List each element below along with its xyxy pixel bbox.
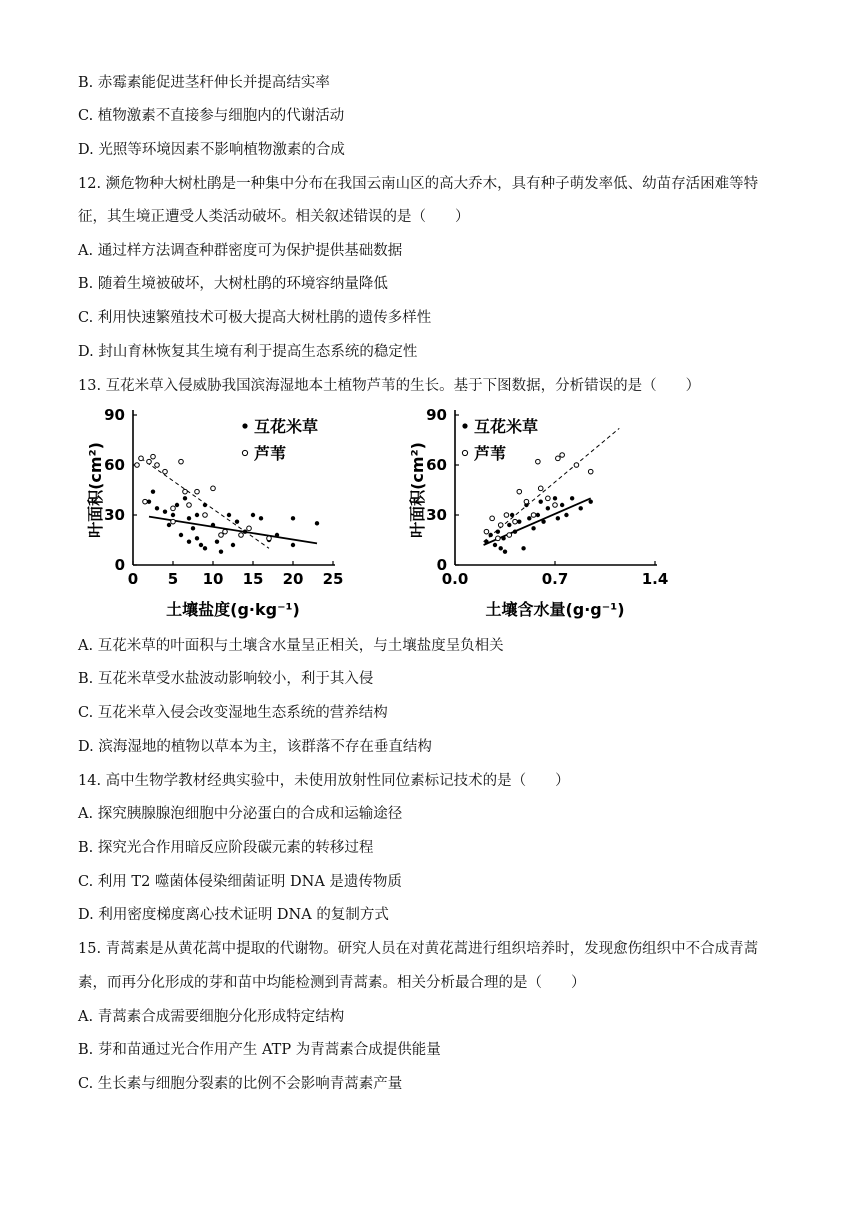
data-point-spartina (493, 543, 497, 547)
q14-stem: 14. 高中生物学教材经典实验中，未使用放射性同位素标记技术的是（ ） (78, 773, 570, 789)
q15-option-b: B. 芽和苗通过光合作用产生 ATP 为青蒿素合成提供能量 (78, 1042, 441, 1058)
legend-label: 互花米草 (474, 417, 539, 436)
data-point-reed (143, 499, 148, 504)
data-point-spartina (503, 549, 507, 553)
legend-marker-open (242, 450, 247, 455)
legend-marker-filled (242, 423, 247, 428)
y-axis-label: 叶面积(cm²) (408, 442, 427, 538)
data-point-reed (524, 499, 529, 504)
data-point-reed (183, 489, 188, 494)
legend-label: 互花米草 (254, 417, 319, 436)
data-point-spartina (501, 536, 505, 540)
data-point-spartina (589, 499, 593, 503)
q13-option-b: B. 互花米草受水盐波动影响较小，利于其入侵 (78, 671, 374, 687)
q12-option-d: D. 封山育林恢复其生境有利于提高生态系统的稳定性 (78, 344, 418, 360)
y-tick-label: 30 (104, 506, 125, 524)
y-tick-label: 60 (104, 456, 125, 474)
data-point-spartina (183, 496, 187, 500)
data-point-reed (574, 463, 579, 468)
data-point-reed (179, 459, 184, 464)
data-point-spartina (521, 546, 525, 550)
data-point-spartina (167, 523, 171, 527)
data-point-spartina (227, 513, 231, 517)
data-point-reed (163, 469, 168, 474)
data-point-reed (203, 513, 208, 518)
q14-option-b: B. 探究光合作用暗反应阶段碳元素的转移过程 (78, 840, 374, 856)
data-point-spartina (275, 533, 279, 537)
data-point-spartina (211, 523, 215, 527)
data-point-spartina (179, 533, 183, 537)
x-tick-label: 0.0 (441, 570, 469, 588)
q14-option-a: A. 探究胰腺腺泡细胞中分泌蛋白的合成和运输途径 (78, 806, 403, 822)
y-tick-label: 90 (104, 406, 125, 424)
x-tick-label: 10 (202, 570, 224, 588)
data-point-reed (538, 486, 543, 491)
data-point-reed (536, 459, 541, 464)
data-point-spartina (151, 489, 155, 493)
data-point-spartina (484, 539, 488, 543)
data-point-reed (239, 533, 244, 538)
data-point-spartina (235, 519, 239, 523)
x-tick-label: 0.7 (541, 570, 569, 588)
q12-option-a: A. 通过样方法调查种群密度可为保护提供基础数据 (78, 243, 403, 259)
data-point-reed (155, 463, 160, 468)
data-point-spartina (499, 546, 503, 550)
data-point-reed (556, 456, 561, 461)
legend-label: 芦苇 (254, 444, 287, 463)
x-tick-label: 20 (282, 570, 304, 588)
data-point-spartina (187, 539, 191, 543)
q13-option-c: C. 互花米草入侵会改变湿地生态系统的营养结构 (78, 705, 388, 721)
data-point-reed (588, 469, 593, 474)
x-tick-label: 0 (127, 570, 139, 588)
data-point-reed (223, 529, 228, 534)
data-point-spartina (541, 519, 545, 523)
data-point-spartina (546, 506, 550, 510)
q13-stem: 13. 互花米草入侵威胁我国滨海湿地本土植物芦苇的生长。基于下图数据，分析错误的是（ ） (78, 378, 701, 394)
data-point-reed (484, 529, 489, 534)
y-axis-label: 叶面积(cm²) (86, 442, 105, 538)
data-point-spartina (527, 516, 531, 520)
data-point-spartina (175, 503, 179, 507)
data-point-spartina (315, 521, 319, 525)
data-point-spartina (203, 503, 207, 507)
y-tick-label: 0 (114, 556, 125, 574)
data-point-spartina (195, 536, 199, 540)
q12-stem-line1: 12. 濒危物种大树杜鹃是一种集中分布在我国云南山区的高大乔木，具有种子萌发率低、幼苗存活困难等特 (78, 176, 759, 192)
data-point-reed (247, 526, 252, 531)
q13-option-d: D. 滨海湿地的植物以草本为主，该群落不存在垂直结构 (78, 739, 432, 755)
data-point-reed (496, 536, 501, 541)
data-point-reed (490, 516, 495, 521)
data-point-spartina (231, 543, 235, 547)
data-point-reed (498, 523, 503, 528)
data-point-spartina (560, 503, 564, 507)
data-point-spartina (553, 496, 557, 500)
data-point-reed (195, 489, 200, 494)
data-point-reed (151, 454, 156, 459)
data-point-spartina (556, 516, 560, 520)
data-point-reed (187, 503, 192, 508)
data-point-spartina (163, 509, 167, 513)
data-point-spartina (215, 539, 219, 543)
q15-option-c: C. 生长素与细胞分裂素的比例不会影响青蒿素产量 (78, 1076, 403, 1092)
data-point-spartina (510, 513, 514, 517)
data-point-spartina (570, 496, 574, 500)
x-tick-label: 25 (322, 570, 344, 588)
y-tick-label: 0 (436, 556, 447, 574)
data-point-reed (147, 459, 152, 464)
data-point-spartina (489, 533, 493, 537)
data-point-reed (513, 519, 518, 524)
data-point-spartina (496, 529, 500, 533)
data-point-spartina (195, 513, 199, 517)
chart-salinity-scatter (78, 400, 378, 630)
x-tick-label: 1.4 (641, 570, 669, 588)
data-point-reed (507, 533, 512, 538)
data-point-reed (504, 513, 509, 518)
q14-option-c: C. 利用 T2 噬菌体侵染细菌证明 DNA 是遗传物质 (78, 874, 402, 890)
y-tick-label: 60 (426, 456, 447, 474)
data-point-reed (517, 489, 522, 494)
data-point-spartina (564, 513, 568, 517)
data-point-spartina (191, 526, 195, 530)
data-point-reed (553, 503, 558, 508)
data-point-reed (139, 456, 144, 461)
q14-option-d: D. 利用密度梯度离心技术证明 DNA 的复制方式 (78, 907, 389, 923)
data-point-reed (135, 463, 140, 468)
data-point-spartina (579, 506, 583, 510)
data-point-reed (171, 506, 176, 511)
q12-stem-line2: 征，其生境正遭受人类活动破坏。相关叙述错误的是（ ） (78, 209, 470, 225)
data-point-spartina (291, 516, 295, 520)
data-point-spartina (219, 549, 223, 553)
q12-option-c: C. 利用快速繁殖技术可极大提高大树杜鹃的遗传多样性 (78, 310, 432, 326)
q15-stem-line2: 素，而再分化形成的芽和苗中均能检测到青蒿素。相关分析最合理的是（ ） (78, 975, 586, 991)
x-axis-label: 土壤含水量(g·g⁻¹) (485, 600, 625, 619)
data-point-spartina (203, 546, 207, 550)
data-point-spartina (507, 523, 511, 527)
data-point-spartina (259, 516, 263, 520)
y-tick-label: 30 (426, 506, 447, 524)
q15-option-a: A. 青蒿素合成需要细胞分化形成特定结构 (78, 1009, 345, 1025)
data-point-spartina (199, 543, 203, 547)
y-tick-label: 90 (426, 406, 447, 424)
data-point-spartina (155, 506, 159, 510)
q11-option-d: D. 光照等环境因素不影响植物激素的合成 (78, 142, 345, 158)
legend-marker-filled (462, 423, 467, 428)
data-point-spartina (531, 526, 535, 530)
q15-stem-line1: 15. 青蒿素是从黄花蒿中提取的代谢物。研究人员在对黄花蒿进行组织培养时，发现愈伤组织中不合成青蒿 (78, 941, 759, 957)
data-point-spartina (251, 513, 255, 517)
legend-label: 芦苇 (474, 444, 507, 463)
data-point-spartina (243, 529, 247, 533)
data-point-reed (211, 486, 216, 491)
data-point-reed (219, 533, 224, 538)
data-point-reed (171, 519, 176, 524)
legend-marker-open (462, 450, 467, 455)
q11-option-b: B. 赤霉素能促进茎秆伸长并提高结实率 (78, 75, 330, 91)
q12-option-b: B. 随着生境被破坏，大树杜鹃的环境容纳量降低 (78, 276, 388, 292)
data-point-spartina (187, 516, 191, 520)
q11-option-c: C. 植物激素不直接参与细胞内的代谢活动 (78, 108, 345, 124)
data-point-spartina (539, 499, 543, 503)
x-tick-label: 15 (242, 570, 264, 588)
data-point-spartina (171, 513, 175, 517)
x-axis-label: 土壤盐度(g·kg⁻¹) (166, 600, 300, 619)
data-point-reed (267, 536, 272, 541)
x-tick-label: 5 (167, 570, 179, 588)
data-point-reed (546, 496, 551, 501)
q13-option-a: A. 互花米草的叶面积与土壤含水量呈正相关，与土壤盐度呈负相关 (78, 638, 504, 654)
data-point-reed (560, 453, 565, 458)
data-point-spartina (513, 529, 517, 533)
data-point-spartina (291, 543, 295, 547)
chart-moisture-scatter (400, 400, 700, 630)
data-point-reed (531, 513, 536, 518)
